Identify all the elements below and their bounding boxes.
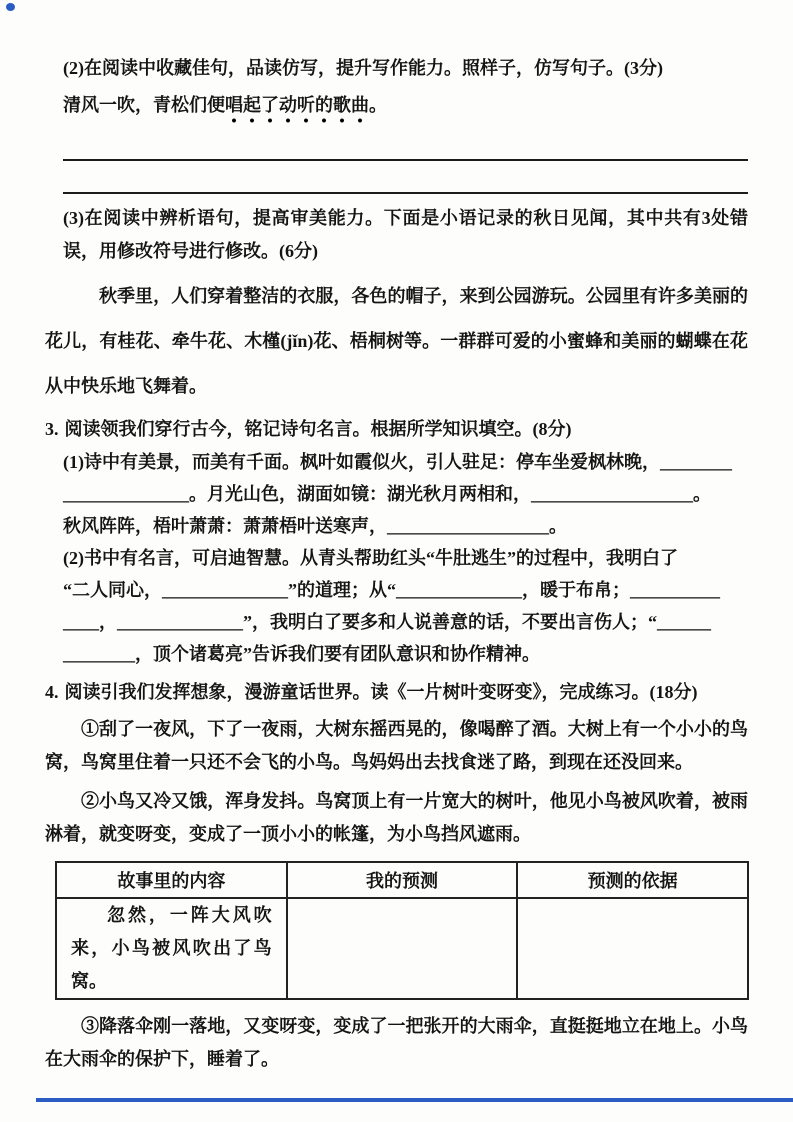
page-footer-rule <box>36 1098 793 1102</box>
table-cell-my-prediction-empty <box>287 898 518 999</box>
q4-heading <box>45 676 748 709</box>
q4-number: 4. <box>45 682 59 702</box>
table-header-row <box>56 862 748 898</box>
q3-part1-line-1: (1)诗中有美景，而美有千面。枫叶如霞似火，引人驻足：停车坐爱枫林晚，________ <box>63 452 732 472</box>
q2-prompt: (2)在阅读中收藏佳句，品读仿写，提升写作能力。照样子，仿写句子。(3分) <box>63 58 663 78</box>
prediction-table <box>55 861 749 1000</box>
q4-prompt: 阅读引我们发挥想象，漫游童话世界。读《一片树叶变呀变》，完成练习。(18分) <box>64 682 698 702</box>
question-2-2-block <box>45 52 748 194</box>
q3-part1-line-2: ______________。月光山色，湖面如镜：湖光秋月两相和，__________________。 <box>63 484 711 504</box>
table-cell-prediction-basis-empty <box>517 898 748 999</box>
q2-answer-line-2 <box>63 161 748 194</box>
prediction-table-head <box>56 862 748 898</box>
q2-example-prefix: 清风一吹，青松们便 <box>63 95 225 115</box>
table-header-story-content: 故事里的内容 <box>56 862 287 898</box>
q4-paragraph-3: ③降落伞刚一落地，又变呀变，变成了一把张开的大雨伞，直挺挺地立在地上。小鸟在大雨伞的保护下，睡着了。 <box>45 1016 748 1069</box>
question-3-block <box>45 413 748 670</box>
q3-part2-line-1: (2)书中有名言，可启迪智慧。从青头帮助红头“牛肚逃生”的过程中，我明白了 <box>63 548 678 568</box>
q3-heading <box>45 413 748 446</box>
q2-example-emphasized-text: 唱起了动听的歌曲 <box>225 95 369 124</box>
q2-answer-line-1 <box>63 128 748 161</box>
prediction-table-body <box>56 898 748 999</box>
question-4-block <box>45 676 748 1076</box>
table-cell-story-content <box>56 898 287 999</box>
q3-part2-line-2: “二人同心，______________”的道理；从“______________，暖于布帛；__________ <box>63 580 720 600</box>
q3sub-prompt: (3)在阅读中辨析语句，提高审美能力。下面是小语记录的秋日见闻，其中共有3处错误，用修改符号进行修改。(6分) <box>63 208 748 261</box>
q4-paragraph-1: ①刮了一夜风，下了一夜雨，大树东摇西晃的，像喝醉了酒。大树上有一个小小的鸟窝，鸟窝里住着一只还不会飞的小鸟。鸟妈妈出去找食迷了路，到现在还没回来。 <box>45 719 748 772</box>
q3sub-passage: 秋季里，人们穿着整洁的衣服，各色的帽子，来到公园游玩。公园里有许多美丽的花儿，有桂花、牵牛花、木槿(jǐn)花、梧桐树等。一群群可爱的小蜜蜂和美丽的蝴蝶在花从中快乐地飞舞着。 <box>45 286 748 396</box>
q3-prompt: 阅读领我们穿行古今，铭记诗句名言。根据所学知识填空。(8分) <box>64 419 572 439</box>
table-header-my-prediction: 我的预测 <box>287 862 518 898</box>
table-row <box>56 898 748 999</box>
q2-example-suffix: 。 <box>369 95 387 115</box>
table-cell-story-text: 忽然，一阵大风吹来，小鸟被风吹出了鸟窝。 <box>71 905 272 991</box>
q2-example-sentence <box>63 89 748 122</box>
q4-paragraph-2: ②小鸟又冷又饿，浑身发抖。鸟窝顶上有一片宽大的树叶，他见小鸟被风吹着，被雨淋着，就变呀变，变成了一顶小小的帐篷，为小鸟挡风遮雨。 <box>45 791 748 844</box>
table-header-prediction-basis: 预测的依据 <box>517 862 748 898</box>
q3-number: 3. <box>45 419 59 439</box>
q3-part1-line-3: 秋风阵阵，梧叶萧萧：萧萧梧叶送寒声，__________________。 <box>63 516 567 536</box>
q3-part2-line-4: ________，顶个诸葛亮”告诉我们要有团队意识和协作精神。 <box>63 644 540 664</box>
q3-part2-line-3: ____，______________”，我明白了要多和人说善意的话，不要出言伤人；“______ <box>63 612 711 632</box>
scan-artifact-dot <box>6 3 15 11</box>
question-2-3-block <box>45 202 748 409</box>
